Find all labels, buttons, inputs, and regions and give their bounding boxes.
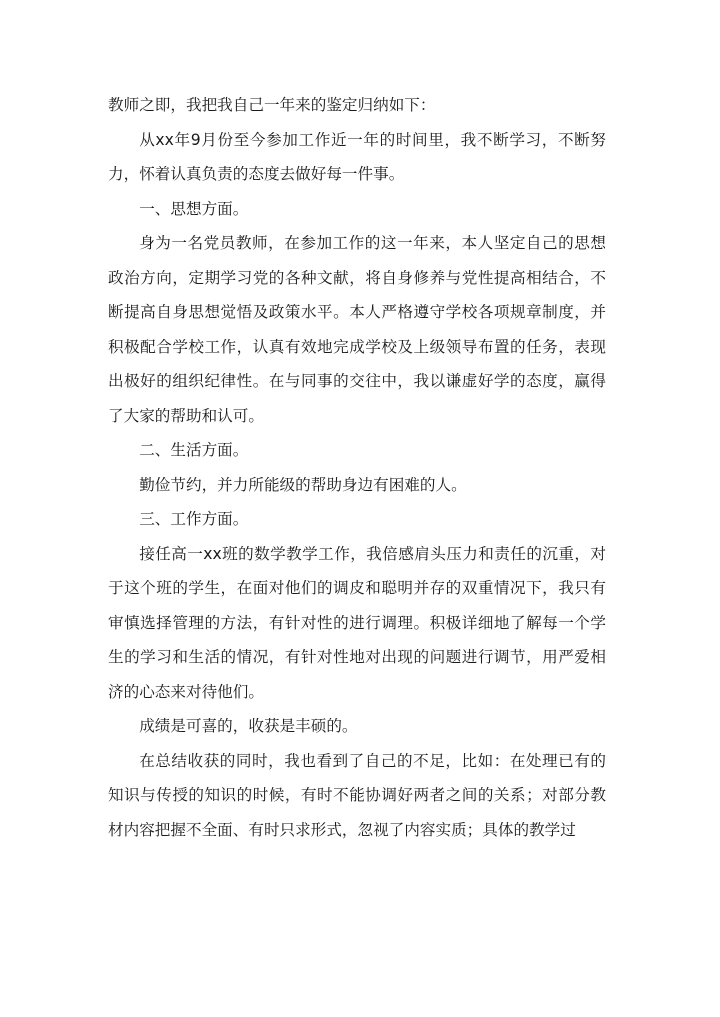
paragraph-life: 勤俭节约，并力所能级的帮助身边有困难的人。 — [139, 475, 467, 494]
paragraph-work: 接任高一xx班的数学教学工作，我倍感肩头压力和责任的沉重，对于这个班的学生，在面对他们的调皮和聪明并存的双重情况下，我只有审慎选择管理的方法，有针对性的进行调理。积极详细地了解每一个学生的学习和生活的情况，有针对性地对出现的问题进行调节，用严爱相济的心态来对待他们。 — [108, 544, 606, 701]
paragraph-shortcomings: 在总结收获的同时，我也看到了自己的不足，比如：在处理已有的知识与传授的知识的时候，有时不能协调好两者之间的关系；对部分教材内容把握不全面、有时只求形式，忽视了内容实质；具体的教学过 — [108, 751, 606, 839]
paragraph-overview: 从xx年9月份至今参加工作近一年的时间里，我不断学习，不断努力，怀着认真负责的态度去做好每一件事。 — [108, 130, 606, 183]
paragraph-intro: 教师之即，我把我自己一年来的鉴定归纳如下： — [108, 96, 436, 114]
paragraph-achievement: 成绩是可喜的，收获是丰硕的。 — [139, 717, 358, 735]
paragraph-ideology: 身为一名党员教师，在参加工作的这一年来，本人坚定自己的思想政治方向，定期学习党的各种文献，将自身修养与党性提高相结合，不断提高自身思想觉悟及政策水平。本人严格遵守学校各项规章制度，并积极配合学校工作，认真有效地完成学校及上级领导布置的任务，表现出极好的组织纪律性。在与同事的交往中，我以谦虚好学的态度，赢得了大家的帮助和认可。 — [108, 234, 606, 425]
heading-life: 二、生活方面。 — [139, 441, 249, 459]
heading-work: 三、工作方面。 — [139, 510, 249, 528]
heading-ideology: 一、思想方面。 — [139, 199, 249, 218]
document-body — [108, 88, 606, 847]
